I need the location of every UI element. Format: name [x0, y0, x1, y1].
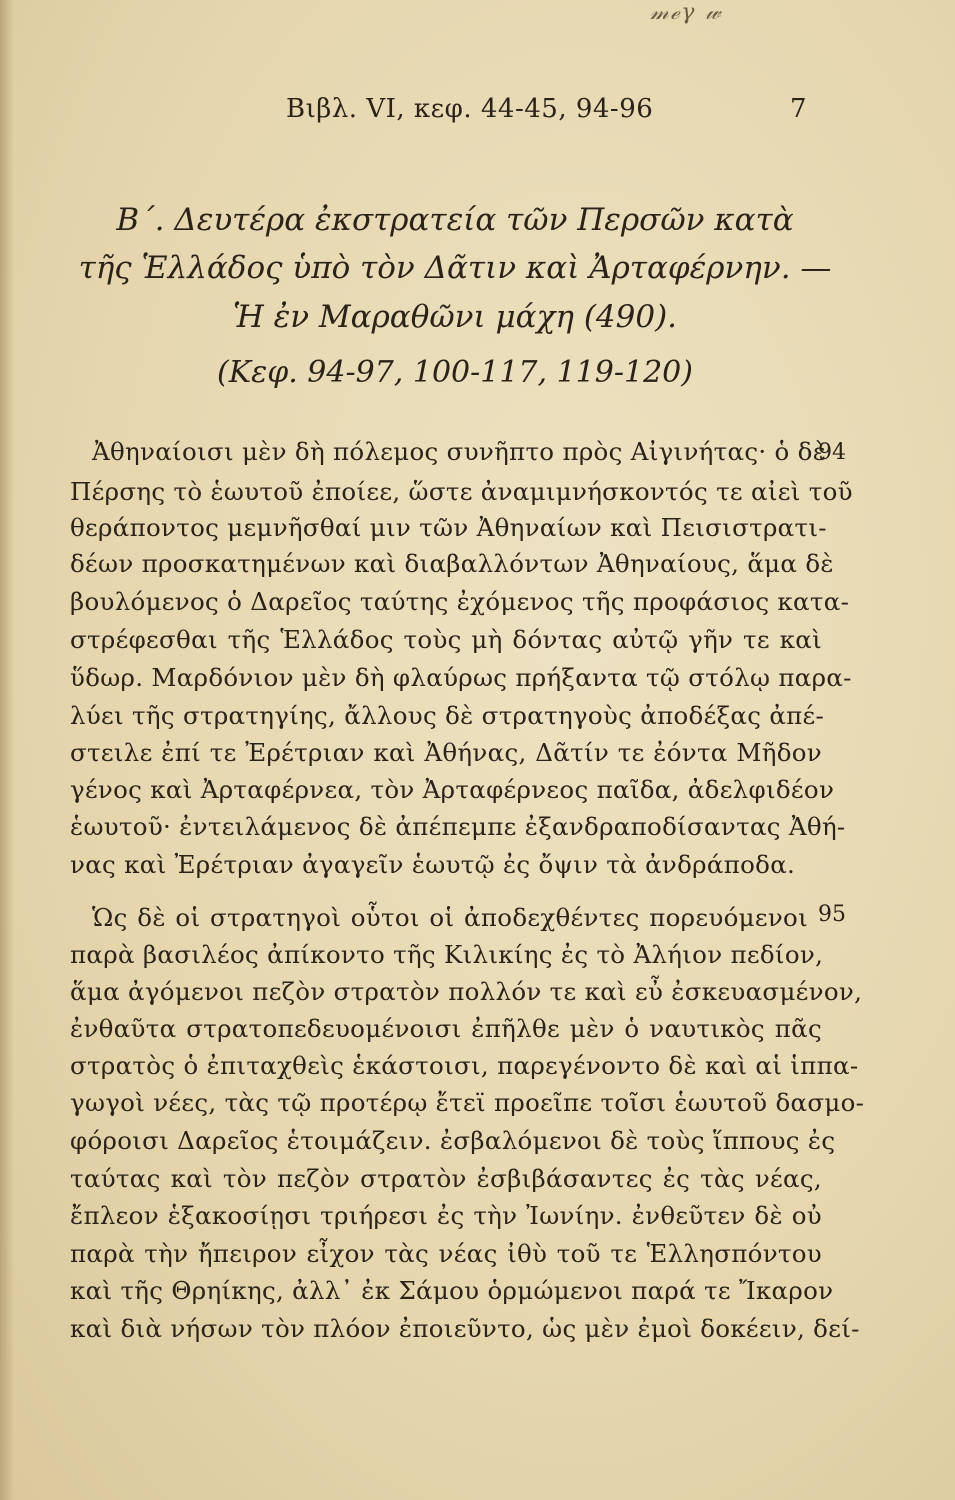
text-line: Πέρσης τὸ ἑωυτοῦ ἐποίεε, ὥστε ἀναμιμνήσκοντός τε αἰεὶ τοῦ [70, 477, 853, 506]
text-line: ἅμα ἀγόμενοι πεζὸν στρατὸν πολλόν τε καὶ εὖ ἐσκευασμένον, [70, 977, 863, 1006]
text-line: ἐνθαῦτα στρατοπεδευομένοισι ἐπῆλθε μὲν ὁ ναυτικὸς πᾶς [70, 1014, 822, 1043]
text-line: Ὡς δὲ οἱ στρατηγοὶ οὗτοι οἱ ἀποδεχθέντες πορευόμενοι [92, 903, 808, 932]
binding-shadow [0, 0, 14, 1500]
text-line: ἑωυτοῦ· ἐντειλάμενος δὲ ἀπέπεμπε ἐξανδραποδίσαντας Ἀθή- [70, 812, 846, 841]
text-line: βουλόμενος ὁ Δαρεῖος ταύτης ἐχόμενος τῆς προφάσιος κατα- [70, 587, 850, 616]
handwritten-scribble: 𝓂ℯγ 𝓌 [650, 0, 723, 25]
text-line: παρὰ τὴν ἤπειρον εἶχον τὰς νέας ἰθὺ τοῦ τε Ἑλλησπόντου [70, 1239, 822, 1268]
text-line: καὶ τῆς Θρηίκης, ἀλλ᾽ ἐκ Σάμου ὁρμώμενοι παρά τε Ἴκαρον [70, 1276, 834, 1305]
page-number: 7 [790, 94, 807, 124]
margin-chapter-number: 94 [818, 440, 846, 465]
text-line: δέων προσκατημένων καὶ διαβαλλόντων Ἀθηναίους, ἅμα δὲ [70, 549, 834, 578]
text-line: παρὰ βασιλέος ἀπίκοντο τῆς Κιλικίης ἐς τὸ Ἀλήιον πεδίον, [70, 940, 824, 969]
running-head: Βιβλ. VI, κεφ. 44-45, 94-96 [286, 94, 654, 124]
text-line: φόροισι Δαρεῖος ἑτοιμάζειν. ἐσβαλόμενοι δὲ τοὺς ἵππους ἐς [70, 1126, 836, 1155]
text-line: θεράποντος μεμνῆσθαί μιν τῶν Ἀθηναίων καὶ Πεισιστρατι- [70, 513, 827, 542]
text-line: καὶ διὰ νήσων τὸν πλόον ἐποιεῦντο, ὡς μὲν ἐμοὶ δοκέειν, δεί- [70, 1314, 860, 1343]
chapter-reference: (Κεφ. 94-97, 100-117, 119-120) [217, 355, 693, 390]
text-line: νας καὶ Ἐρέτριαν ἀγαγεῖν ἑωυτῷ ἐς ὄψιν τὰ ἀνδράποδα. [70, 850, 796, 879]
section-heading-line-2: τῆς Ἑλλάδος ὑπὸ τὸν Δᾶτιν καὶ Ἀρταφέρνην. — [78, 250, 832, 286]
section-heading-line-3: Ἡ ἐν Μαραθῶνι μάχη (490). [232, 299, 678, 335]
text-line: ταύτας καὶ τὸν πεζὸν στρατὸν ἐσβιβάσαντες ἐς τὰς νέας, [70, 1164, 822, 1193]
margin-chapter-number: 95 [818, 902, 846, 927]
text-line: στειλε ἐπί τε Ἐρέτριαν καὶ Ἀθήνας, Δᾶτίν τε ἐόντα Μῆδον [70, 738, 822, 767]
text-line: ὕδωρ. Μαρδόνιον μὲν δὴ φλαύρως πρήξαντα τῷ στόλῳ παρα- [70, 663, 852, 692]
text-line: στρατὸς ὁ ἐπιταχθεὶς ἑκάστοισι, παρεγένοντο δὲ καὶ αἱ ἱππα- [70, 1051, 859, 1080]
text-line: γένος καὶ Ἀρταφέρνεα, τὸν Ἀρταφέρνεος παῖδα, ἀδελφιδέον [70, 775, 835, 804]
text-line: Ἀθηναίοισι μὲν δὴ πόλεμος συνῆπτο πρὸς Αἰγινήτας· ὁ δὲ [92, 437, 827, 466]
text-line: λύει τῆς στρατηγίης, ἄλλους δὲ στρατηγοὺς ἀποδέξας ἀπέ- [70, 701, 825, 730]
section-heading-line-1: Β΄. Δευτέρα ἐκστρατεία τῶν Περσῶν κατὰ [116, 202, 794, 238]
text-line: ἔπλεον ἑξακοσίῃσι τριήρεσι ἐς τὴν Ἰωνίην. ἐνθεῦτεν δὲ οὐ [70, 1201, 822, 1230]
text-line: γωγοὶ νέες, τὰς τῷ προτέρῳ ἔτεϊ προεῖπε τοῖσι ἑωυτοῦ δασμο- [70, 1088, 865, 1117]
text-line: στρέφεσθαι τῆς Ἑλλάδος τοὺς μὴ δόντας αὐτῷ γῆν τε καὶ [70, 625, 822, 654]
